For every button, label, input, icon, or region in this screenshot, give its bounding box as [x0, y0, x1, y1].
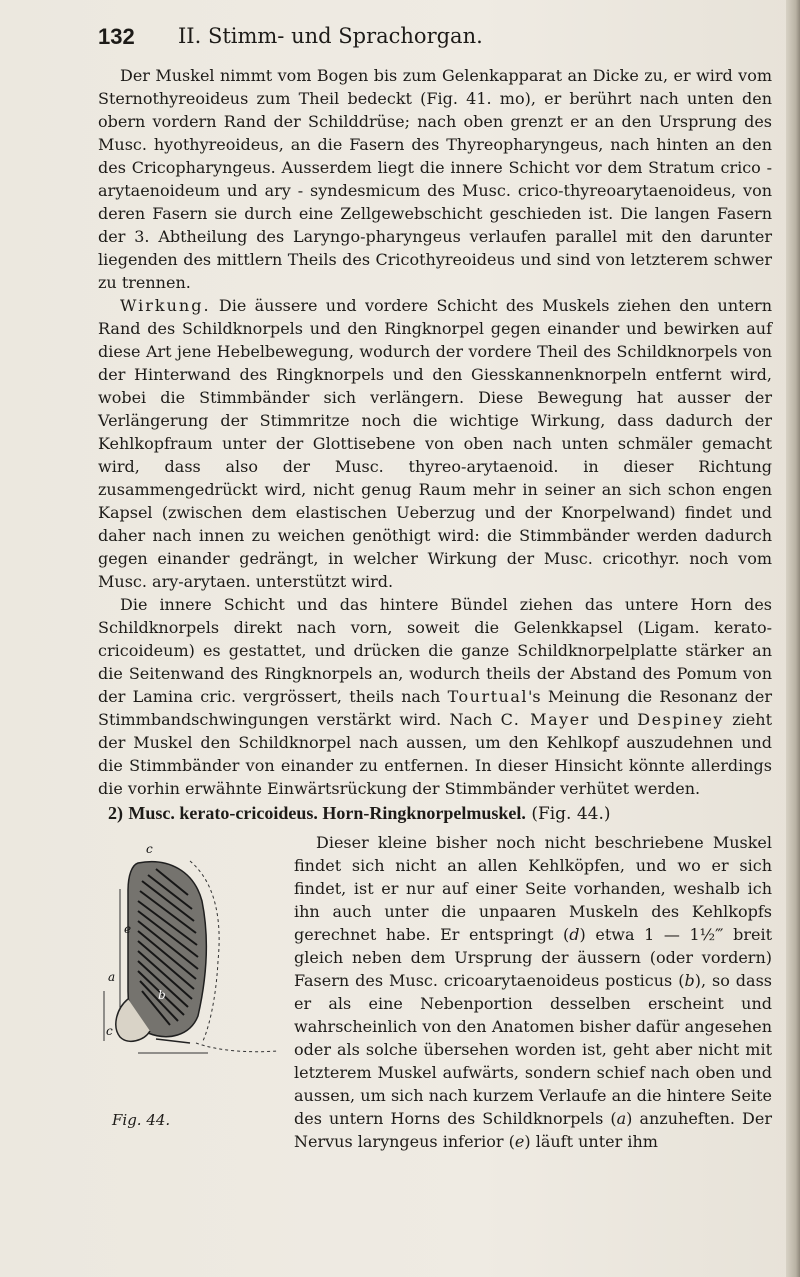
- figure-label-c-bottom: c: [106, 1024, 113, 1038]
- paragraph-3: [98, 593, 772, 800]
- label-d: d: [569, 925, 580, 944]
- paragraph-2-lead: Wirkung.: [120, 296, 211, 315]
- paragraph-1: Der Muskel nimmt vom Bogen bis zum Gelenkapparat an Dicke zu, er wird vom Sternothyreoideus zum Theil bedeckt (Fig. 41. mo), er berührt nach unten den obern vordern Rand der Schilddrüse; nach oben grenzt er an den Ursprung des Musc. hyothyreoideus, an die Fasern des Thyreopharyngeus, nach hinten an den des Cricopharyngeus. Ausserdem liegt die innere Schicht vor dem Stratum crico - arytaenoideum und ary - syndesmicum des Musc. crico-thyreoarytaenoideus, von deren Fasern sie durch eine Zellgewebschicht geschieden ist. Die langen Fasern der 3. Abtheilung des Laryngo-pharyngeus verlaufen parallel mit den darunter liegenden des mittlern Theils des Cricothyreoideus und sind von letzterem schwer zu trennen.: [98, 66, 772, 292]
- running-title: II. Stimm- und Sprachorgan.: [178, 24, 483, 48]
- section-heading: [98, 800, 772, 827]
- section-figref: (Fig. 44.): [531, 804, 611, 824]
- label-a: a: [616, 1109, 627, 1128]
- page-edge-shadow: [786, 0, 800, 1277]
- paragraph-4: [294, 831, 772, 1153]
- page-header: [98, 14, 770, 54]
- author-mayer: C. Mayer: [500, 710, 590, 729]
- page-number: 132: [98, 24, 135, 49]
- section-number: 2): [108, 803, 123, 823]
- paragraph-3-part-d: zieht der Muskel den Schildknorpel nach aussen, um den Kehlkopf auszudehnen und die Stimmbänder von einander zu entfernen. In dieser Hinsicht könnte allerdings die vorhin erwähnte Einwärtsrückung der Stimmbänder verhütet werden.: [98, 710, 773, 798]
- figure-block: [98, 831, 772, 1153]
- paragraph-2: [98, 294, 772, 593]
- paragraph-4-part-d: ) anzuheften. Der Nervus laryngeus inferior (: [294, 1109, 772, 1151]
- figure-label-c-top: c: [146, 842, 153, 856]
- paragraph-4-part-e: ) läuft unter ihm: [524, 1132, 658, 1151]
- paragraph-3-part-b: 's Meinung die Resonanz der Stimmbandschwingungen verstärkt wird. Nach: [98, 687, 772, 729]
- figure-label-e: e: [124, 922, 132, 936]
- label-b: b: [684, 971, 695, 990]
- author-despiney: Despiney: [637, 710, 724, 729]
- paragraph-2-body: Die äussere und vordere Schicht des Muskels ziehen den untern Rand des Schildknorpels und den Ringknorpel gegen einander und bewirken auf diese Art jene Hebelbewegung, wodurch der vordere Theil des Schildknorpels von der Hinterwand des Ringknorpels und den Giesskannenknorpeln entfernt wird, wobei die Stimmbänder sich verlängern. Diese Bewegung hat ausser der Verlängerung der Stimmritze noch die wichtige Wirkung, dass dadurch der Kehlkopfraum unter der Glottisebene von oben nach unten schmäler gemacht wird, dass also der Musc. thyreo-arytaenoid. in dieser Richtung zusammengedrückt wird, nicht genug Raum mehr in seiner an sich schon engen Kapsel (zwischen dem elastischen Ueberzug und der Knorpelwand) findet und daher nach innen zu weichen genöthigt wird: die Stimmbänder werden dadurch gegen einander gedrängt, in welcher Wirkung der Musc. cricothyr. noch vom Musc. ary-arytaen. unterstützt wird.: [98, 296, 772, 591]
- paragraph-3-part-a: Die innere Schicht und das hintere Bündel ziehen das untere Horn des Schildknorpels direkt nach vorn, soweit die Gelenkkapsel (Ligam. kerato-cricoideum) es gestattet, und drücken die ganze Schildknorpelplatte stärker an die Seitenwand des Ringknorpels an, wodurch theils der Abstand des Pomum von der Lamina cric. vergrössert, theils nach: [98, 595, 772, 706]
- figure-caption: Fig. 44.: [112, 1111, 171, 1129]
- figure-44: [98, 831, 294, 1133]
- larynx-illustration: [98, 831, 294, 1111]
- paragraph-4-column: [294, 831, 772, 1153]
- paragraph-3-part-c: und: [589, 710, 638, 729]
- figure-label-b: b: [158, 988, 166, 1002]
- label-e: e: [514, 1132, 525, 1151]
- paragraph-4-part-c: ), so dass er als eine Nebenportion desselben erscheint und wahrscheinlich von den Anatomen bisher dafür angesehen oder als solche übersehen worden ist, geht aber nicht mit letzterem Muskel aufwärts, sondern schief nach oben und aussen, um sich nach kurzem Verlaufe an die hintere Seite des untern Horns des Schildknorpels (: [294, 971, 773, 1128]
- author-tourtual: Tourtual: [447, 687, 529, 706]
- paragraph-4-part-b: ) etwa 1 — 1½‴ breit gleich neben dem Ursprung der äussern (oder vordern) Fasern des Musc. cricoarytaenoideus posticus (: [294, 925, 772, 990]
- figure-label-a: a: [108, 970, 116, 984]
- section-title: Musc. kerato-cricoideus. Horn-Ringknorpelmuskel.: [128, 803, 526, 823]
- paragraph-4-part-a: Dieser kleine bisher noch nicht beschriebene Muskel findet sich nicht an allen Kehlköpfen, und wo er sich findet, ist er nur auf einer Seite vorhanden, weshalb ich ihn auch unter die unpaaren Muskeln des Kehlkopfs gerechnet habe. Er entspringt (: [294, 833, 772, 944]
- body-text: [98, 64, 772, 1153]
